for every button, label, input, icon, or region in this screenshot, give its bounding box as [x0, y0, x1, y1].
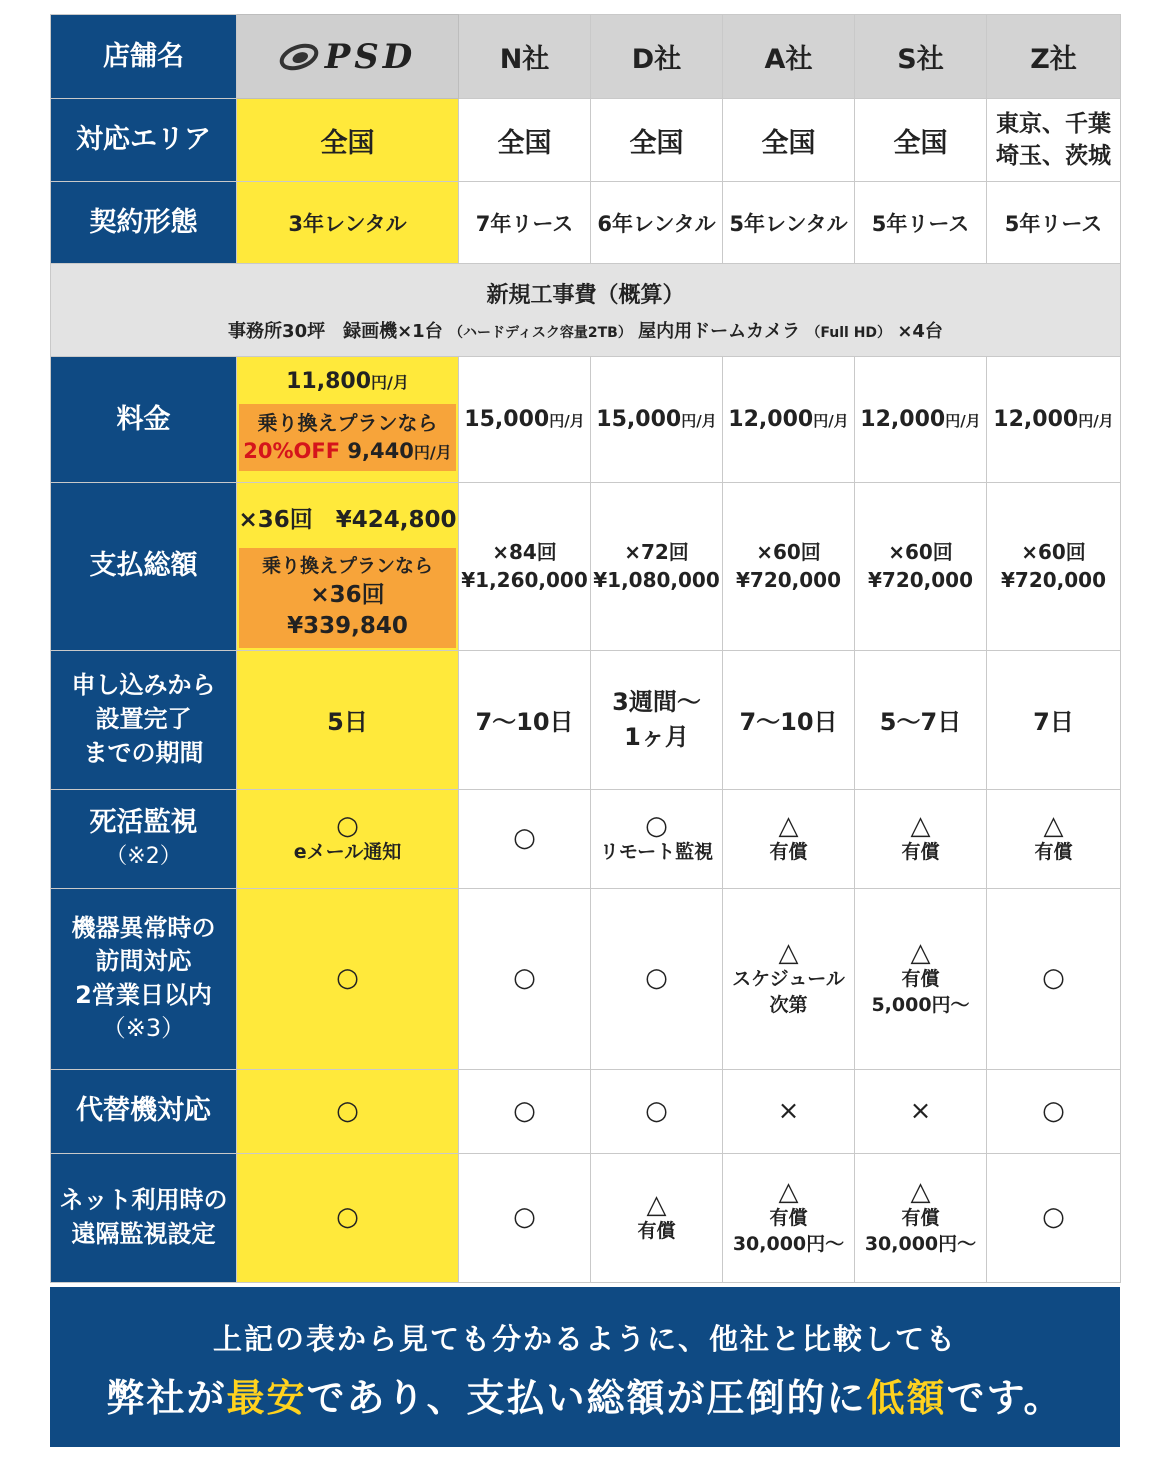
substitute-row	[51, 1069, 1121, 1153]
substitute-s	[855, 1069, 987, 1153]
area-s: 全国	[855, 99, 987, 182]
alive-d: ○ リモート監視	[591, 789, 723, 888]
company-d-header: D社	[591, 15, 723, 99]
total-d: ×72回 ¥1,080,000	[591, 483, 723, 651]
total-psd-switch: 乗り換えプランなら ×36回 ¥339,840	[239, 548, 456, 648]
remote-d: △ 有償	[591, 1153, 723, 1282]
summary-banner	[50, 1287, 1120, 1447]
total-n: ×84回 ¥1,260,000	[459, 483, 591, 651]
banner-line1: 上記の表から見ても分かるように、他社と比較しても	[212, 1322, 957, 1356]
area-a: 全国	[723, 99, 855, 182]
triangle-mark: △	[1043, 810, 1064, 841]
circle-mark: ○	[336, 1095, 359, 1126]
contract-a: 5年レンタル	[723, 182, 855, 264]
alive-a: △ 有償	[723, 789, 855, 888]
contract-s: 5年リース	[855, 182, 987, 264]
remote-z	[987, 1153, 1121, 1282]
triangle-mark: △	[778, 1176, 799, 1207]
alive-label: 死活監視 （※2）	[51, 789, 237, 888]
area-z	[987, 99, 1121, 182]
construction-note	[51, 264, 1121, 357]
period-n: 7〜10日	[459, 650, 591, 789]
alive-row	[51, 789, 1121, 888]
area-n: 全国	[459, 99, 591, 182]
contract-psd: 3年レンタル	[237, 182, 459, 264]
triangle-mark: △	[910, 1176, 931, 1207]
period-d: 3週間〜 1ヶ月	[591, 650, 723, 789]
visit-a: △ スケジュール 次第	[723, 888, 855, 1069]
contract-z: 5年リース	[987, 182, 1121, 264]
visit-z	[987, 888, 1121, 1069]
circle-mark: ○	[513, 1095, 536, 1126]
note-title: 新規工事費（概算）	[486, 282, 685, 308]
triangle-mark: △	[778, 937, 799, 968]
circle-mark: ○	[1042, 1202, 1065, 1233]
circle-mark: ○	[336, 810, 359, 841]
company-s-header: S社	[855, 15, 987, 99]
circle-mark: ○	[1042, 963, 1065, 994]
substitute-a	[723, 1069, 855, 1153]
area-d: 全国	[591, 99, 723, 182]
note-part2: （ハードディスク容量2TB）	[448, 324, 632, 341]
period-s: 5〜7日	[855, 650, 987, 789]
remote-psd	[237, 1153, 459, 1282]
note-part1: 事務所30坪 録画機×1台	[228, 320, 443, 342]
total-a: ×60回 ¥720,000	[723, 483, 855, 651]
fee-psd-main: 11,800円/月	[286, 369, 409, 394]
note-row	[51, 264, 1121, 357]
substitute-n	[459, 1069, 591, 1153]
fee-psd	[237, 357, 459, 483]
fee-s: 12,000円/月	[855, 357, 987, 483]
triangle-mark: △	[646, 1189, 667, 1220]
circle-mark: ○	[645, 963, 668, 994]
highlight-low-amount: 低額	[866, 1376, 947, 1420]
visit-psd	[237, 888, 459, 1069]
circle-mark: ○	[336, 963, 359, 994]
total-psd-main: ×36回 ¥424,800	[238, 507, 457, 533]
substitute-psd	[237, 1069, 459, 1153]
area-z-line2: 埼玉、茨城	[996, 143, 1111, 169]
substitute-label: 代替機対応	[51, 1069, 237, 1153]
area-row	[51, 99, 1121, 182]
fee-z: 12,000円/月	[987, 357, 1121, 483]
triangle-mark: △	[910, 810, 931, 841]
cross-mark: ×	[909, 1095, 932, 1126]
fee-label: 料金	[51, 357, 237, 483]
area-psd: 全国	[237, 99, 459, 182]
contract-d: 6年レンタル	[591, 182, 723, 264]
remote-a: △ 有償 30,000円〜	[723, 1153, 855, 1282]
substitute-z	[987, 1069, 1121, 1153]
visit-n	[459, 888, 591, 1069]
note-part4: （Full HD）	[806, 324, 892, 341]
visit-d	[591, 888, 723, 1069]
banner-line2: 弊社が最安であり、支払い総額が圧倒的に低額です。	[106, 1376, 1064, 1420]
store-name-header: 店舗名	[51, 15, 237, 99]
contract-n: 7年リース	[459, 182, 591, 264]
note-part5: ×4台	[897, 320, 943, 342]
circle-mark: ○	[645, 810, 668, 841]
fee-d: 15,000円/月	[591, 357, 723, 483]
visit-label: 機器異常時の 訪問対応 2営業日以内 （※3）	[51, 888, 237, 1069]
fee-n: 15,000円/月	[459, 357, 591, 483]
company-n-header: N社	[459, 15, 591, 99]
cross-mark: ×	[777, 1095, 800, 1126]
company-z-header: Z社	[987, 15, 1121, 99]
triangle-mark: △	[910, 937, 931, 968]
visit-row	[51, 888, 1121, 1069]
contract-row	[51, 182, 1121, 264]
psd-logo-cell	[237, 15, 459, 99]
period-label: 申し込みから 設置完了 までの期間	[51, 650, 237, 789]
period-row	[51, 650, 1121, 789]
discount-label: 20%OFF	[243, 439, 341, 463]
fee-a: 12,000円/月	[723, 357, 855, 483]
total-z: ×60回 ¥720,000	[987, 483, 1121, 651]
area-z-line1: 東京、千葉	[996, 110, 1111, 137]
circle-mark: ○	[513, 1202, 536, 1233]
alive-z: △ 有償	[987, 789, 1121, 888]
visit-s: △ 有償 5,000円〜	[855, 888, 987, 1069]
comparison-table	[50, 14, 1121, 1283]
circle-mark: ○	[336, 1202, 359, 1233]
note-part3: 屋内用ドームカメラ	[638, 320, 801, 342]
area-label: 対応エリア	[51, 99, 237, 182]
total-label: 支払総額	[51, 483, 237, 651]
total-row	[51, 483, 1121, 651]
period-psd: 5日	[237, 650, 459, 789]
fee-psd-switch: 乗り換えプランなら 20%OFF 9,440円/月	[239, 404, 456, 471]
circle-mark: ○	[513, 963, 536, 994]
fee-row	[51, 357, 1121, 483]
note-detail	[51, 317, 1120, 343]
total-s: ×60回 ¥720,000	[855, 483, 987, 651]
circle-mark: ○	[513, 823, 536, 854]
alive-s: △ 有償	[855, 789, 987, 888]
circle-mark: ○	[1042, 1095, 1065, 1126]
triangle-mark: △	[778, 810, 799, 841]
alive-n	[459, 789, 591, 888]
highlight-cheapest: 最安	[226, 1376, 307, 1420]
contract-label: 契約形態	[51, 182, 237, 264]
remote-n	[459, 1153, 591, 1282]
remote-s: △ 有償 30,000円〜	[855, 1153, 987, 1282]
period-a: 7〜10日	[723, 650, 855, 789]
remote-row	[51, 1153, 1121, 1282]
alive-psd: ○ eメール通知	[237, 789, 459, 888]
period-z: 7日	[987, 650, 1121, 789]
total-psd	[237, 483, 459, 651]
psd-logo-text: PSD	[324, 36, 417, 77]
remote-label: ネット利用時の 遠隔監視設定	[51, 1153, 237, 1282]
substitute-d	[591, 1069, 723, 1153]
company-a-header: A社	[723, 15, 855, 99]
header-row	[51, 15, 1121, 99]
circle-mark: ○	[645, 1095, 668, 1126]
psd-logo-icon	[279, 41, 319, 73]
